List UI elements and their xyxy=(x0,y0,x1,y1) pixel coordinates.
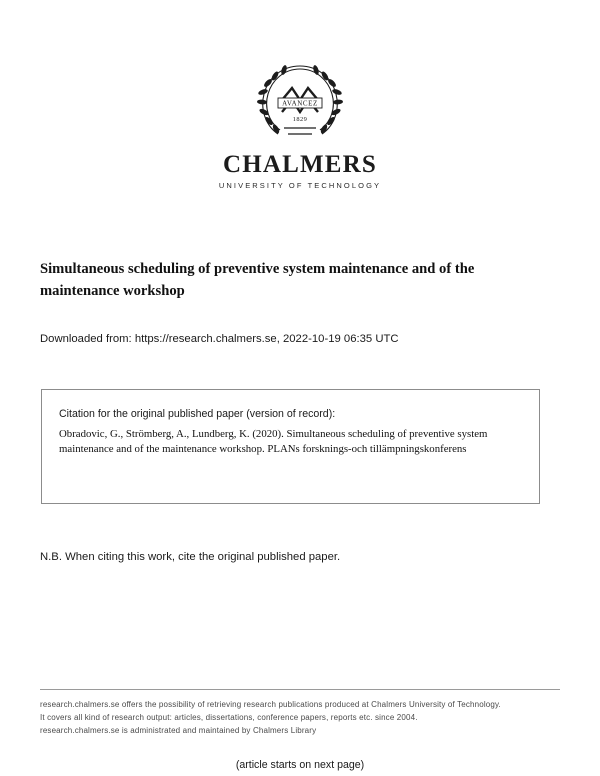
citation-text: Obradovic, G., Strömberg, A., Lundberg, K. (2020). Simultaneous scheduling of preventive system maintenance and of the maintenance workshop. PLANs forsknings-och tillämpningskonferens xyxy=(59,427,488,456)
article-continues-note: (article starts on next page) xyxy=(235,759,365,771)
logo-subwordmark: UNIVERSITY OF TECHNOLOGY xyxy=(218,181,382,190)
logo-wordmark: CHALMERS xyxy=(222,151,378,178)
footer-line-1: research.chalmers.se offers the possibility of retrieving research publications produced at Chalmers University of Technology. xyxy=(40,700,501,709)
chalmers-logo xyxy=(0,58,600,190)
svg-text:1829: 1829 xyxy=(292,116,308,123)
nb-note: N.B. When citing this work, cite the original published paper. xyxy=(40,551,341,563)
citation-heading: Citation for the original published paper (version of record): xyxy=(59,408,336,420)
chalmers-crest-icon xyxy=(242,58,358,144)
footer-text xyxy=(40,699,564,738)
downloaded-from-line: Downloaded from: https://research.chalmers.se, 2022-10-19 06:35 UTC xyxy=(40,333,399,345)
citation-box xyxy=(41,389,540,504)
footer-line-3: research.chalmers.se is administrated and maintained by Chalmers Library xyxy=(40,725,317,735)
footer-line-2: It covers all kind of research output: articles, dissertations, conference papers, reports etc. since 2004. xyxy=(40,712,418,722)
page-title: Simultaneous scheduling of preventive system maintenance and of the maintenance workshop xyxy=(40,261,475,300)
svg-text:AVANCEZ: AVANCEZ xyxy=(282,99,318,108)
footer-divider xyxy=(40,689,560,690)
